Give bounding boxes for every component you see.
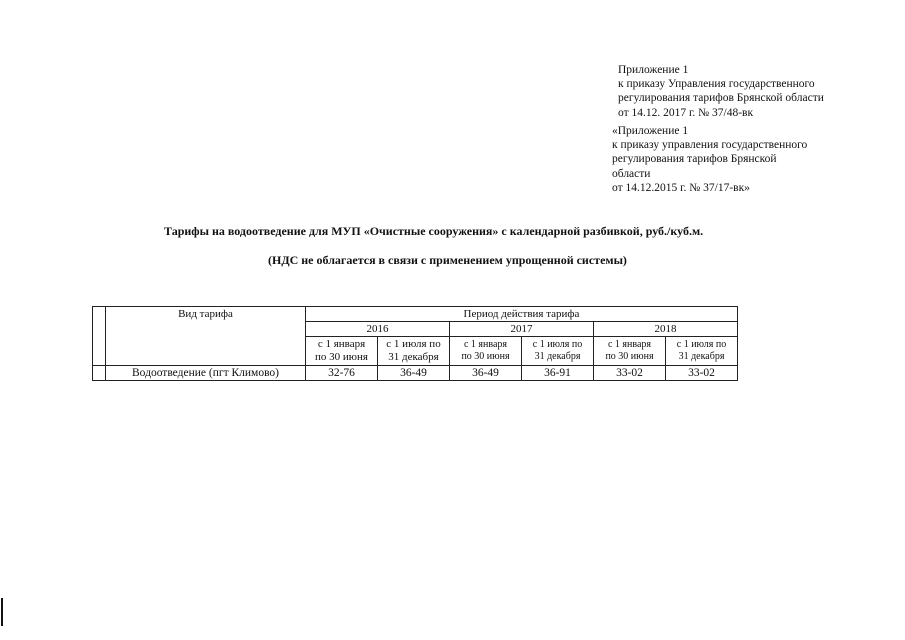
halfyear-line: по 30 июня [315,351,368,363]
appendix-line: от 14.12. 2017 г. № 37/48-вк [618,106,754,119]
halfyear-line: 31 декабря [388,351,439,363]
halfyear-header [378,337,450,366]
appendix-line: регулирования тарифов Брянской [612,153,777,166]
document-subtitle: (НДС не облагается в связи с применением упрощенной системы) [268,253,627,267]
appendix-previous-reference [612,124,807,195]
halfyear-header [522,337,594,366]
scan-margin-mark [1,598,3,626]
halfyear-header [306,337,378,366]
year-header: 2017 [450,322,594,337]
tariff-value-cell: 36-49 [378,366,450,381]
period-header: Период действия тарифа [306,307,738,322]
halfyear-line: с 1 июля по [532,339,583,350]
halfyear-line: по 30 июня [605,351,654,362]
tariff-type-header: Вид тарифа [106,307,306,366]
appendix-line: «Приложение 1 [612,125,689,137]
appendix-line: от 14.12.2015 г. № 37/17-вк» [612,181,750,194]
halfyear-line: с 1 января [463,339,508,350]
appendix-line: к приказу Управления государственного [618,78,815,91]
document-title: Тарифы на водоотведение для МУП «Очистные сооружения» с календарной разбивкой, руб./куб.м. [164,224,704,238]
row-number-header [93,307,106,366]
halfyear-header [450,337,522,366]
halfyear-header [666,337,738,366]
halfyear-header [594,337,666,366]
appendix-line: регулирования тарифов Брянской области [618,92,824,105]
tariff-value-cell: 33-02 [666,366,738,381]
halfyear-line: 31 декабря [678,351,725,362]
appendix-current-reference [618,63,824,120]
tariff-value-cell: 33-02 [594,366,666,381]
year-header: 2018 [594,322,738,337]
tariff-value-cell: 36-49 [450,366,522,381]
tariff-name-cell: Водоотведение (пгт Климово) [106,366,306,381]
halfyear-line: 31 декабря [534,351,581,362]
halfyear-line: с 1 января [317,338,366,350]
halfyear-line: по 30 июня [461,351,510,362]
halfyear-line: с 1 января [607,339,652,350]
table-row [93,366,738,381]
table-header-row [93,307,738,322]
appendix-line: Приложение 1 [618,64,689,76]
row-number-cell [93,366,106,381]
appendix-line: к приказу управления государственного [612,139,808,152]
tariff-value-cell: 36-91 [522,366,594,381]
year-header: 2016 [306,322,450,337]
tariff-value-cell: 32-76 [306,366,378,381]
halfyear-line: с 1 июля по [676,339,727,350]
tariff-table [92,306,738,381]
halfyear-line: с 1 июля по [386,338,441,350]
appendix-line: области [612,167,651,180]
